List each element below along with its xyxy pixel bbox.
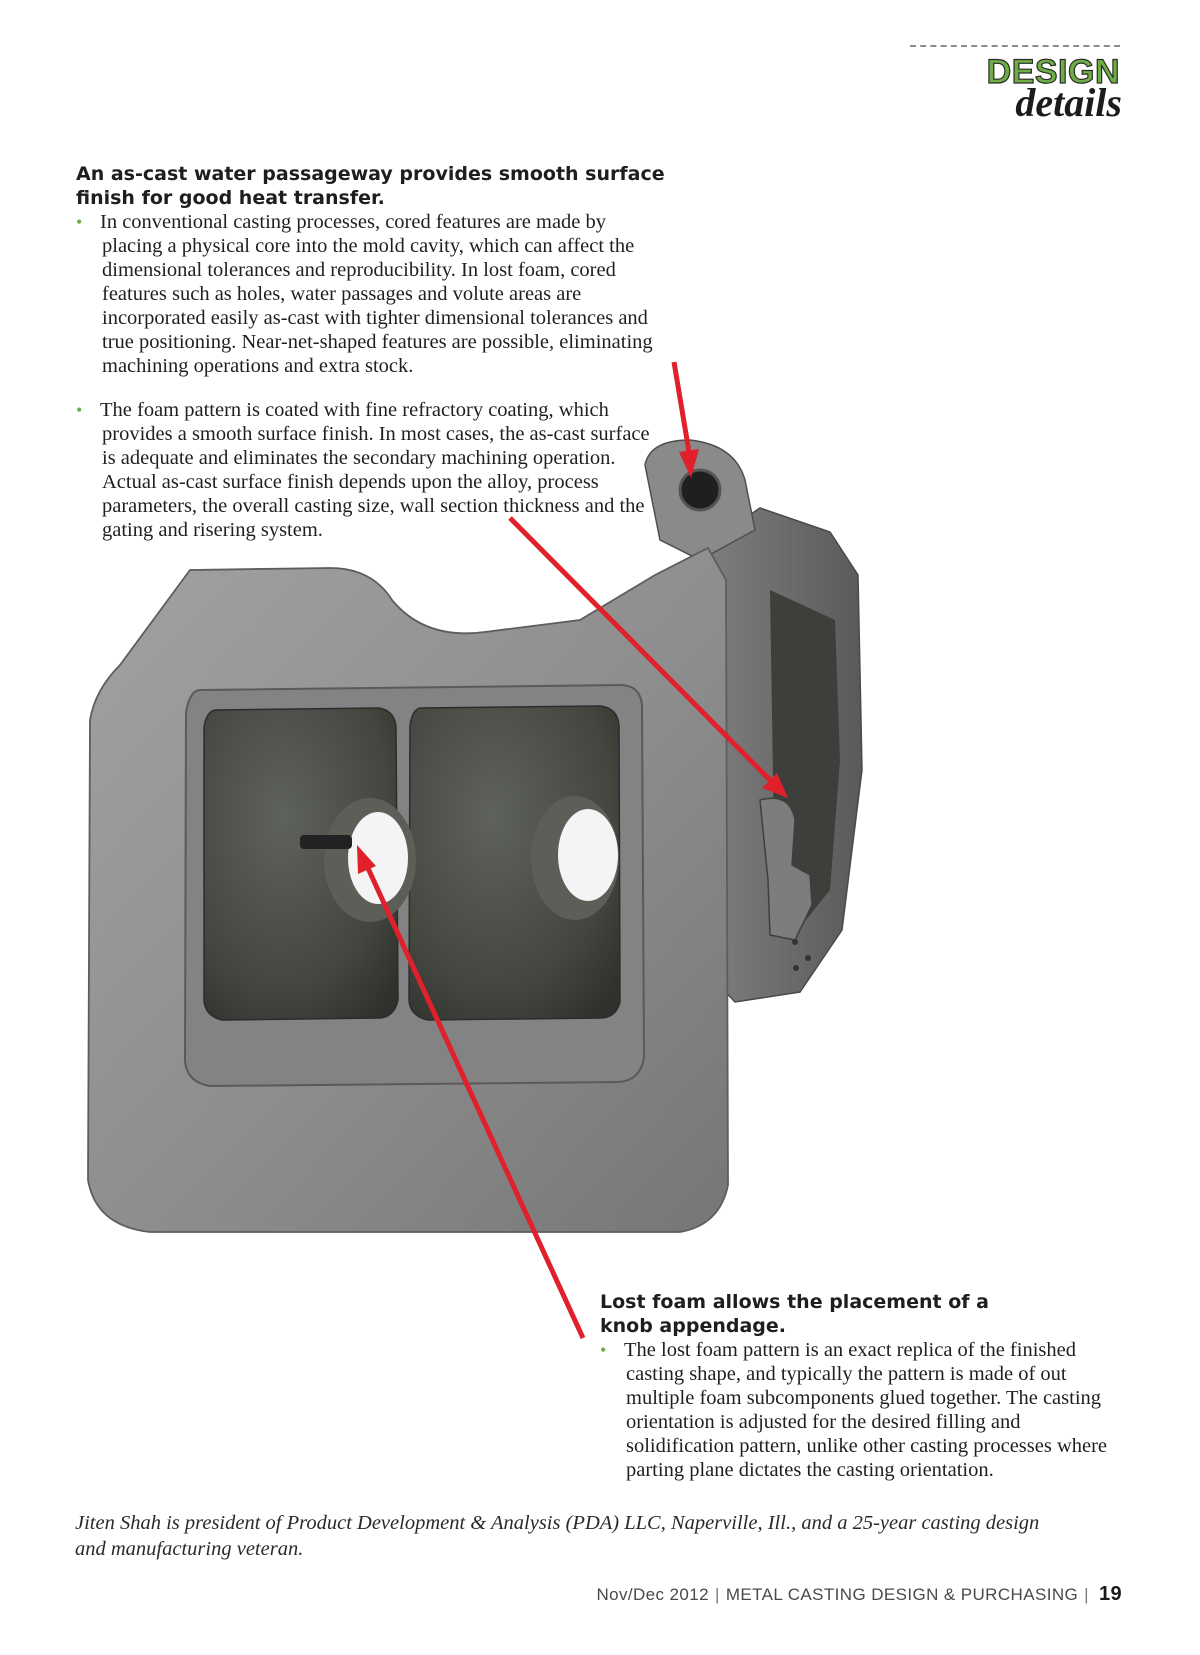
author-bio: Jiten Shah is president of Product Development & Analysis (PDA) LLC, Naperville, Ill., and a 25-year casting design and manufacturing veteran. <box>75 1512 1040 1560</box>
publication-name: METAL CASTING DESIGN & PURCHASING <box>725 1585 1079 1604</box>
bullet-text: The foam pattern is coated with fine refractory coating, which provides a smooth surface finish. In most cases, the as-cast surface is adequate and eliminates the secondary machining operation. Actual as-cast surface finish depends upon the alloy, process parameters, the overall casting size, wall section thickness and the gating and risering system. <box>100 399 650 541</box>
bullet-dot: • <box>76 212 83 232</box>
bullet-item <box>76 210 666 378</box>
section-logo-details: details <box>1015 80 1122 125</box>
section-heading: An as-cast water passageway provides smooth surface finish for good heat transfer. <box>76 163 665 209</box>
pin-feature <box>300 835 352 849</box>
section-knob-appendage <box>600 1290 1120 1482</box>
bullet-dot: • <box>600 1340 607 1360</box>
bullet-text: The lost foam pattern is an exact replica of the finished casting shape, and typically the pattern is made of out multiple foam subcomponents glued together. The casting orientation is adjusted for the desired filling and solidification pattern, unlike other casting processes where parting plane dictates the casting orientation. <box>624 1339 1108 1481</box>
page-footer: Nov/Dec 2012 | METAL CASTING DESIGN & PURCHASING | 19 <box>596 1583 1122 1605</box>
bullet-item <box>600 1338 1120 1482</box>
section-water-passageway <box>76 162 666 542</box>
bullet-dot: • <box>76 400 83 420</box>
section-logo-design: DESIGN <box>986 53 1120 91</box>
bullet-item <box>76 398 662 542</box>
issue-date: Nov/Dec 2012 <box>596 1585 709 1604</box>
page-number: 19 <box>1098 1583 1122 1605</box>
section-heading: Lost foam allows the placement of a knob appendage. <box>600 1291 989 1337</box>
bullet-text: In conventional casting processes, cored features are made by placing a physical core into the mold cavity, which can affect the dimensional tolerances and reproducibility. In lost foam, cored features such as holes, water passages and volute areas are incorporated easily as-cast with tighter dimensional tolerances and true positioning. Near-net-shaped features are possible, eliminating machining operations and extra stock. <box>100 211 653 377</box>
core-opening-right <box>558 809 618 901</box>
ear-hole <box>680 470 720 510</box>
